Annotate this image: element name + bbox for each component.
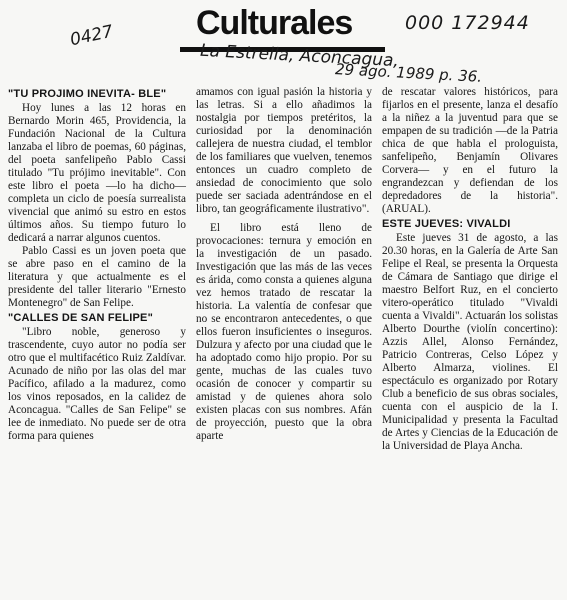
paragraph: Pablo Cassi es un joven poeta que se abre paso en el camino de la literatura y que actualmente es el presidente del taller literario "Ernesto Montenegro" de San Felipe.	[8, 245, 186, 309]
paragraph: de rescatar valores históricos, para fijarlos en el presente, lanza el desafío a la niñez a la juventud para que se empapen de su tradición —de la Patria chica de que habla el prologuista, sanfelipeño, Benjamín Olivares Corvera— y en el futuro la engrandezcan y defiendan de los depredadores de la historia". (ARUAL).	[382, 86, 558, 215]
handwritten-date: 29 ago. 1989 p. 36.	[334, 60, 483, 86]
handwritten-code-right: 000 172944	[405, 12, 530, 34]
handwritten-source: La Estrella, Aconcagua,	[199, 40, 400, 72]
column-3	[382, 86, 558, 453]
section-title: Culturales	[196, 4, 353, 42]
paragraph: amamos con igual pasión la historia y las letras. Si a ello añadimos la nostalgia por tiempos pretéritos, la curiosidad por la denominación callejera de nuestra ciudad, el temblor de los familiares que vuelven, tenemos entonces un cuadro completo de ansiedad de conocimiento que solo puede ser saciada adentrándose en el libro, tan geográficamente ilustrativo".	[196, 86, 372, 215]
column-1	[8, 86, 186, 443]
heading-vivaldi: ESTE JUEVES: VIVALDI	[382, 218, 511, 230]
paragraph: El libro está lleno de provocaciones: ternura y emoción en la investigación de un pasado. Investigación que las más de las veces es árida, como consta a quienes alguna vez hemos tratado de rescatar la historia. La valentía de confesar que no se encontraron antecedentes, o que ellos fueron insuficientes o inseguros. Dulzura y afecto por una ciudad que le ha adoptado como hijo propio. Por su gente, muchas de las cuales tuvo ocasión de conocer y compartir su amistad y de quienes ahora solo existen placas con sus nombres. Afán de proyección, puesto que la obra aparte	[196, 222, 372, 442]
paragraph: "Libro noble, generoso y trascendente, cuyo autor no podía ser otro que el multifacético Ruiz Zaldívar. Acunado de niño por las olas del mar Pacífico, afilado a la madurez, como los vinos reposados, en la calidez de Aconcagua. "Calles de San Felipe" se lee de inmediato. No puede ser de otra forma para quienes	[8, 326, 186, 442]
paragraph: Este jueves 31 de agosto, a las 20.30 horas, en la Galería de Arte San Felipe el Real, se presenta la Orquesta de Cámara de Santiago que dirige el maestro Belfort Ruz, en el concierto vitero-operático titulado "Vivaldi cuenta a Vivaldi". Actuarán los solistas Alberto Dourthe (violín concertino): Azzis Allel, Alonso Fernández, Patricio Contreras, Celso López y Alberto Almarza, violines. El espectáculo es organizado por Rotary Club a beneficio de sus obras sociales, cuenta con el auspicio de la I. Municipalidad y presenta la Facultad de Artes y Ciencias de la Educación de la Universidad de Playa Ancha.	[382, 232, 558, 452]
handwritten-code-left: 0427	[68, 21, 115, 51]
heading-calles: "CALLES DE SAN FELIPE"	[8, 312, 154, 324]
column-2	[196, 86, 372, 443]
paragraph: Hoy lunes a las 12 horas en Bernardo Morin 465, Providencia, la Fundación Nacional de la Cultura lanzaba el libro de poemas, 60 páginas, del poeta sanfelipeño Pablo Cassi titulado "Tu prójimo inevitable". Con este libro el poeta —lo ha dicho— completa un ciclo de poesía surrealista vivencial que animó su estro en estos últimos años. Su tiempo futuro lo dedicará a narrar algunos cuentos.	[8, 102, 186, 244]
heading-tu-projimo: "TU PROJIMO INEVITA- BLE"	[8, 88, 167, 100]
